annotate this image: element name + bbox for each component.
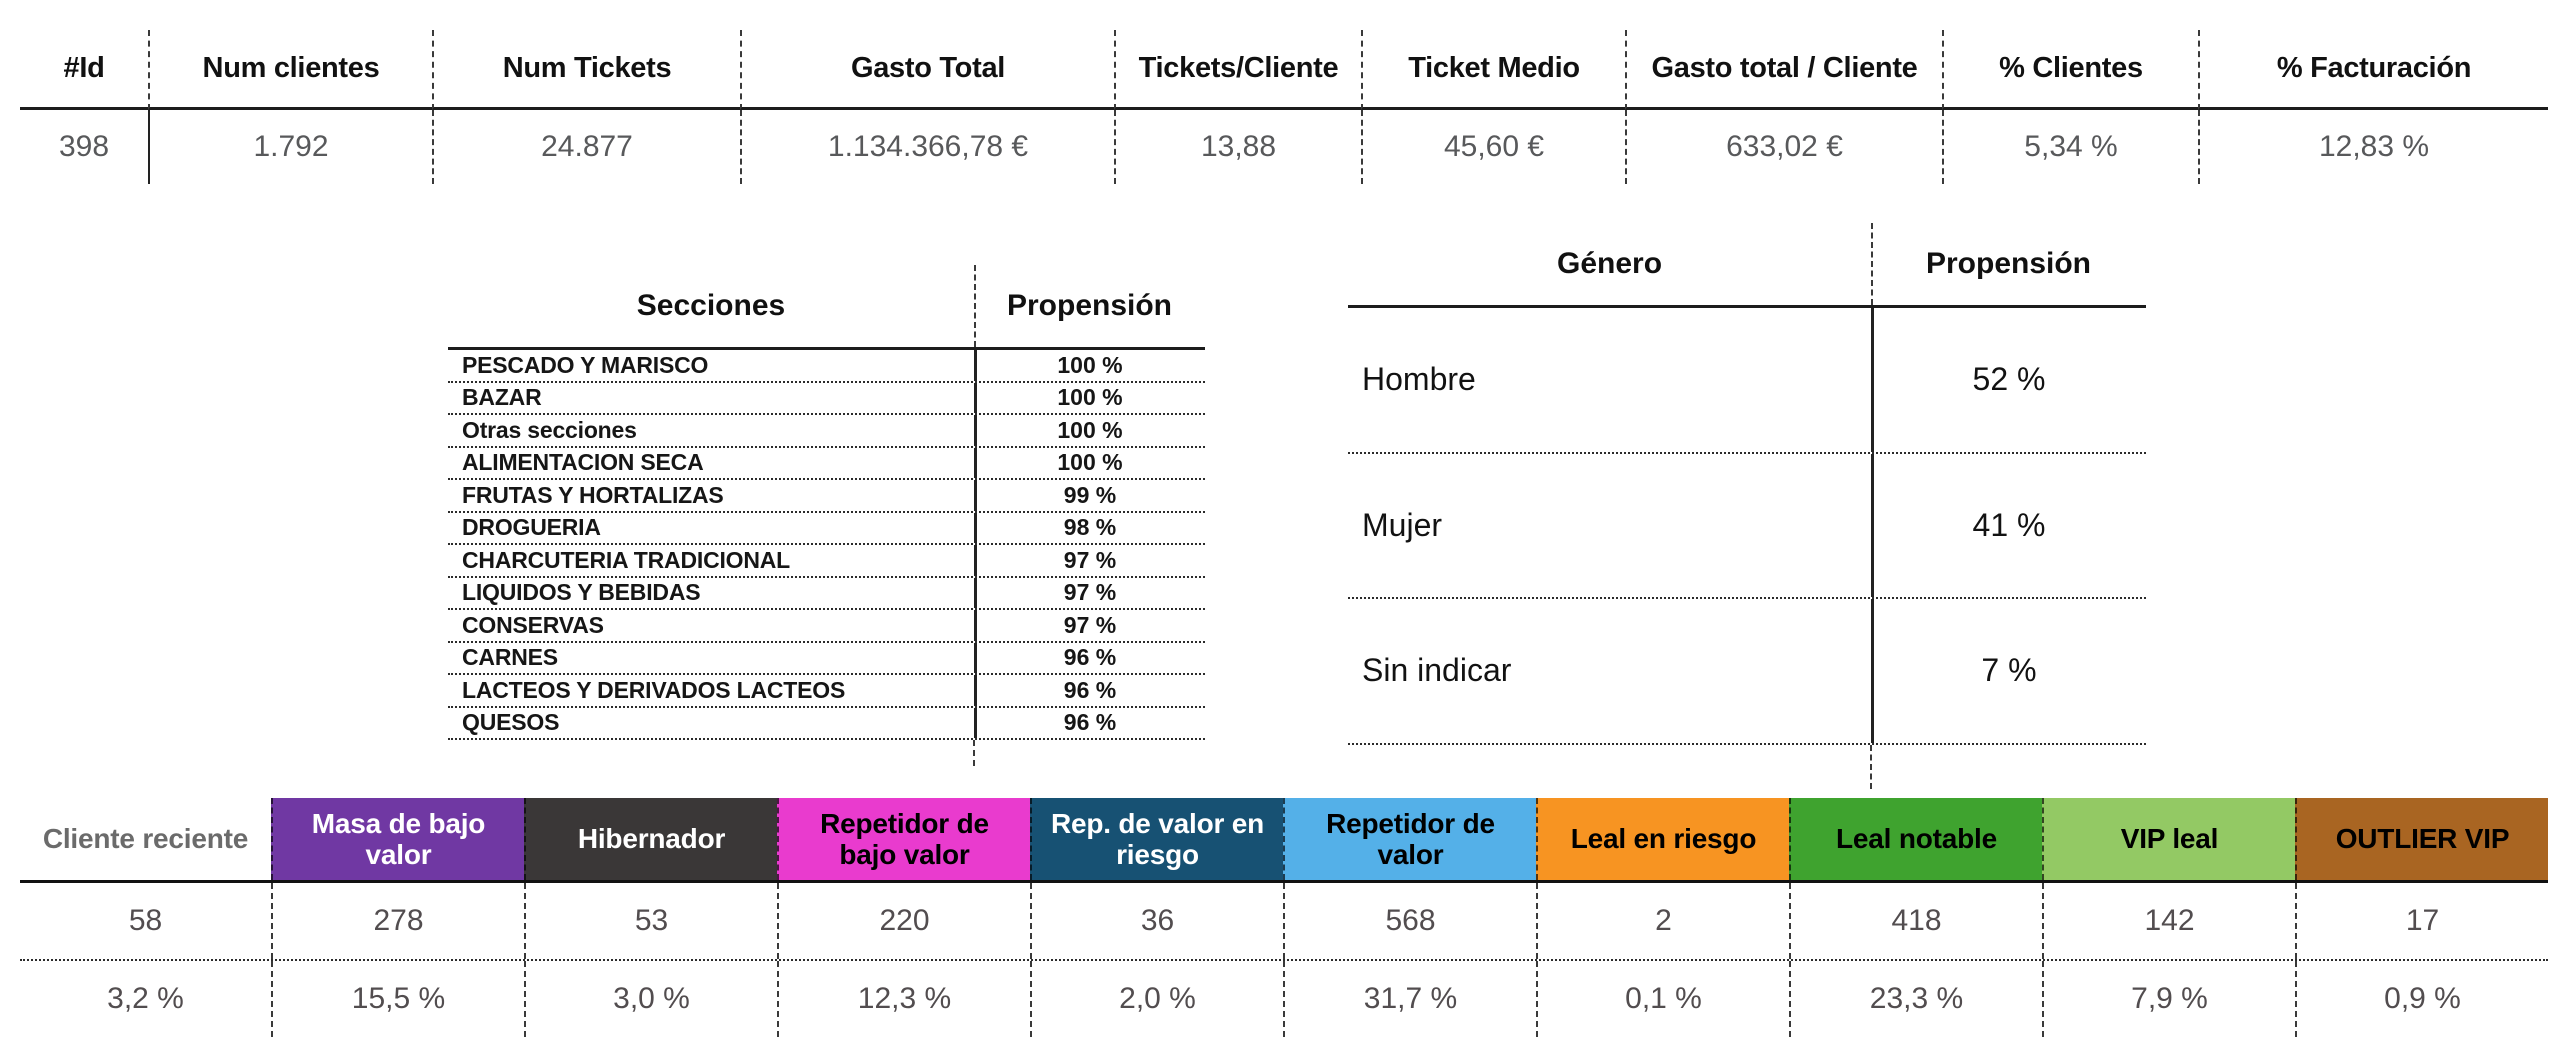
segment-count: 36: [1030, 883, 1283, 959]
kpi-label: % Clientes: [1942, 30, 2198, 110]
section-propensity: 98 %: [974, 513, 1203, 544]
segment-label: Rep. de valor en riesgo: [1050, 807, 1265, 870]
segment-count: 142: [2042, 883, 2295, 959]
table-row: [1348, 599, 2146, 745]
section-name: ALIMENTACION SECA: [462, 449, 704, 476]
table-row: [448, 383, 1205, 416]
section-propensity: 100 %: [974, 350, 1203, 381]
gender-propensity: 7 %: [1871, 599, 2144, 743]
kpi-column-num-clientes: [148, 30, 432, 184]
segment-count: 568: [1283, 883, 1536, 959]
table-row: [448, 610, 1205, 643]
kpi-column-gasto-cliente: [1625, 30, 1942, 184]
segment-header-cell: [271, 798, 524, 880]
kpi-label: Tickets/Cliente: [1114, 30, 1361, 110]
section-propensity: 100 %: [974, 383, 1203, 414]
segments-table: [20, 798, 2548, 1037]
section-name: CARNES: [462, 644, 558, 671]
section-propensity: 99 %: [974, 480, 1203, 511]
segment-percent: 0,1 %: [1536, 961, 1789, 1037]
segments-count-row: [20, 883, 2548, 961]
segment-count: 2: [1536, 883, 1789, 959]
kpi-value: 45,60 €: [1361, 110, 1625, 184]
segment-header-cell: [1283, 798, 1536, 880]
kpi-value: 24.877: [432, 110, 740, 184]
segment-percent: 7,9 %: [2042, 961, 2295, 1037]
section-name: CHARCUTERIA TRADICIONAL: [462, 546, 791, 573]
kpi-label: Gasto Total: [740, 30, 1114, 110]
table-row: [448, 415, 1205, 448]
table-row: [448, 448, 1205, 481]
kpi-value: 398: [58, 130, 110, 163]
segment-count: 418: [1789, 883, 2042, 959]
segment-percent: 3,2 %: [107, 982, 184, 1015]
gender-propensity: 41 %: [1871, 454, 2144, 598]
divider-stub: [1870, 745, 1872, 789]
segment-count: 17: [2295, 883, 2548, 959]
segment-label: Repetidor de valor: [1326, 807, 1495, 870]
segment-percent: 31,7 %: [1283, 961, 1536, 1037]
genero-header-row: [1348, 223, 2146, 308]
segment-count: 220: [777, 883, 1030, 959]
segment-header-cell: [777, 798, 1030, 880]
section-name: PESCADO Y MARISCO: [462, 351, 709, 378]
section-propensity: 100 %: [974, 415, 1203, 446]
segment-header-cell: [1536, 798, 1789, 880]
secciones-table: [448, 265, 1205, 740]
segment-percent: 23,3 %: [1789, 961, 2042, 1037]
gender-propensity: 52 %: [1871, 308, 2144, 452]
kpi-value: 12,83 %: [2198, 110, 2548, 184]
table-row: [1348, 454, 2146, 600]
gender-name: Mujer: [1362, 506, 1443, 543]
segment-header-cell: [524, 798, 777, 880]
section-name: CONSERVAS: [462, 611, 604, 638]
table-row: [448, 545, 1205, 578]
segment-label: Leal notable: [1836, 823, 1997, 855]
kpi-label: % Facturación: [2198, 30, 2548, 110]
segment-label: Leal en riesgo: [1570, 823, 1757, 855]
segment-label: Masa de bajo valor: [311, 807, 486, 870]
kpi-label: Num clientes: [148, 30, 432, 110]
kpi-label: Gasto total / Cliente: [1625, 30, 1942, 110]
table-row: [448, 675, 1205, 708]
segments-percent-row: [20, 961, 2548, 1037]
section-propensity: 96 %: [974, 708, 1203, 739]
kpi-column-gasto-total: [740, 30, 1114, 184]
section-name: BAZAR: [462, 384, 542, 411]
segment-percent: 0,9 %: [2295, 961, 2548, 1037]
gender-name: Hombre: [1362, 361, 1476, 398]
segment-label: Repetidor de bajo valor: [820, 807, 989, 870]
kpi-label: Ticket Medio: [1361, 30, 1625, 110]
segment-label: OUTLIER VIP: [2335, 823, 2510, 855]
segment-percent: 12,3 %: [777, 961, 1030, 1037]
kpi-label: #Id: [20, 30, 148, 110]
kpi-column-pct-facturacion: [2198, 30, 2548, 184]
segment-percent: 15,5 %: [271, 961, 524, 1037]
segment-header-cell: [2295, 798, 2548, 880]
table-row: [448, 578, 1205, 611]
kpi-value: 1.134.366,78 €: [740, 110, 1114, 184]
segment-count: 53: [524, 883, 777, 959]
propension-header: Propensión: [974, 265, 1203, 347]
section-name: Otras secciones: [462, 416, 637, 443]
kpi-column-tickets-cliente: [1114, 30, 1361, 184]
divider-stub: [973, 740, 975, 766]
kpi-label: Num Tickets: [432, 30, 740, 110]
section-propensity: 97 %: [974, 610, 1203, 641]
section-name: FRUTAS Y HORTALIZAS: [462, 481, 724, 508]
section-propensity: 97 %: [974, 578, 1203, 609]
kpi-value: 5,34 %: [1942, 110, 2198, 184]
table-row: [448, 480, 1205, 513]
secciones-header-row: [448, 265, 1205, 350]
segment-header-cell: [20, 798, 271, 880]
segment-header-cell: [1789, 798, 2042, 880]
gender-name: Sin indicar: [1362, 652, 1512, 689]
kpi-column-num-tickets: [432, 30, 740, 184]
kpi-value: 1.792: [148, 110, 432, 184]
segment-label: VIP leal: [2120, 823, 2219, 855]
genero-table: [1348, 223, 2146, 745]
section-propensity: 100 %: [974, 448, 1203, 479]
segments-header-row: [20, 798, 2548, 883]
table-row: [448, 708, 1205, 741]
section-propensity: 96 %: [974, 643, 1203, 674]
table-row: [448, 350, 1205, 383]
segment-header-cell: [1030, 798, 1283, 880]
genero-header: Género: [1556, 247, 1663, 280]
secciones-header: Secciones: [636, 289, 786, 322]
segment-count: 278: [271, 883, 524, 959]
kpi-column-id: [20, 30, 148, 184]
kpi-column-ticket-medio: [1361, 30, 1625, 184]
segment-count: 58: [128, 904, 163, 937]
kpi-summary-table: [20, 30, 2548, 184]
section-name: LIQUIDOS Y BEBIDAS: [462, 579, 701, 606]
section-propensity: 97 %: [974, 545, 1203, 576]
section-name: LACTEOS Y DERIVADOS LACTEOS: [462, 676, 846, 703]
segment-header-cell: [2042, 798, 2295, 880]
section-propensity: 96 %: [974, 675, 1203, 706]
table-row: [1348, 308, 2146, 454]
segment-percent: 3,0 %: [524, 961, 777, 1037]
section-name: DROGUERIA: [462, 514, 601, 541]
segment-percent: 2,0 %: [1030, 961, 1283, 1037]
section-name: QUESOS: [462, 709, 560, 736]
propension-header: Propensión: [1871, 223, 2144, 305]
kpi-value: 633,02 €: [1625, 110, 1942, 184]
kpi-column-pct-clientes: [1942, 30, 2198, 184]
segment-label: Hibernador: [577, 823, 726, 855]
table-row: [448, 643, 1205, 676]
table-row: [448, 513, 1205, 546]
kpi-value: 13,88: [1114, 110, 1361, 184]
segment-label: Cliente reciente: [42, 823, 249, 855]
